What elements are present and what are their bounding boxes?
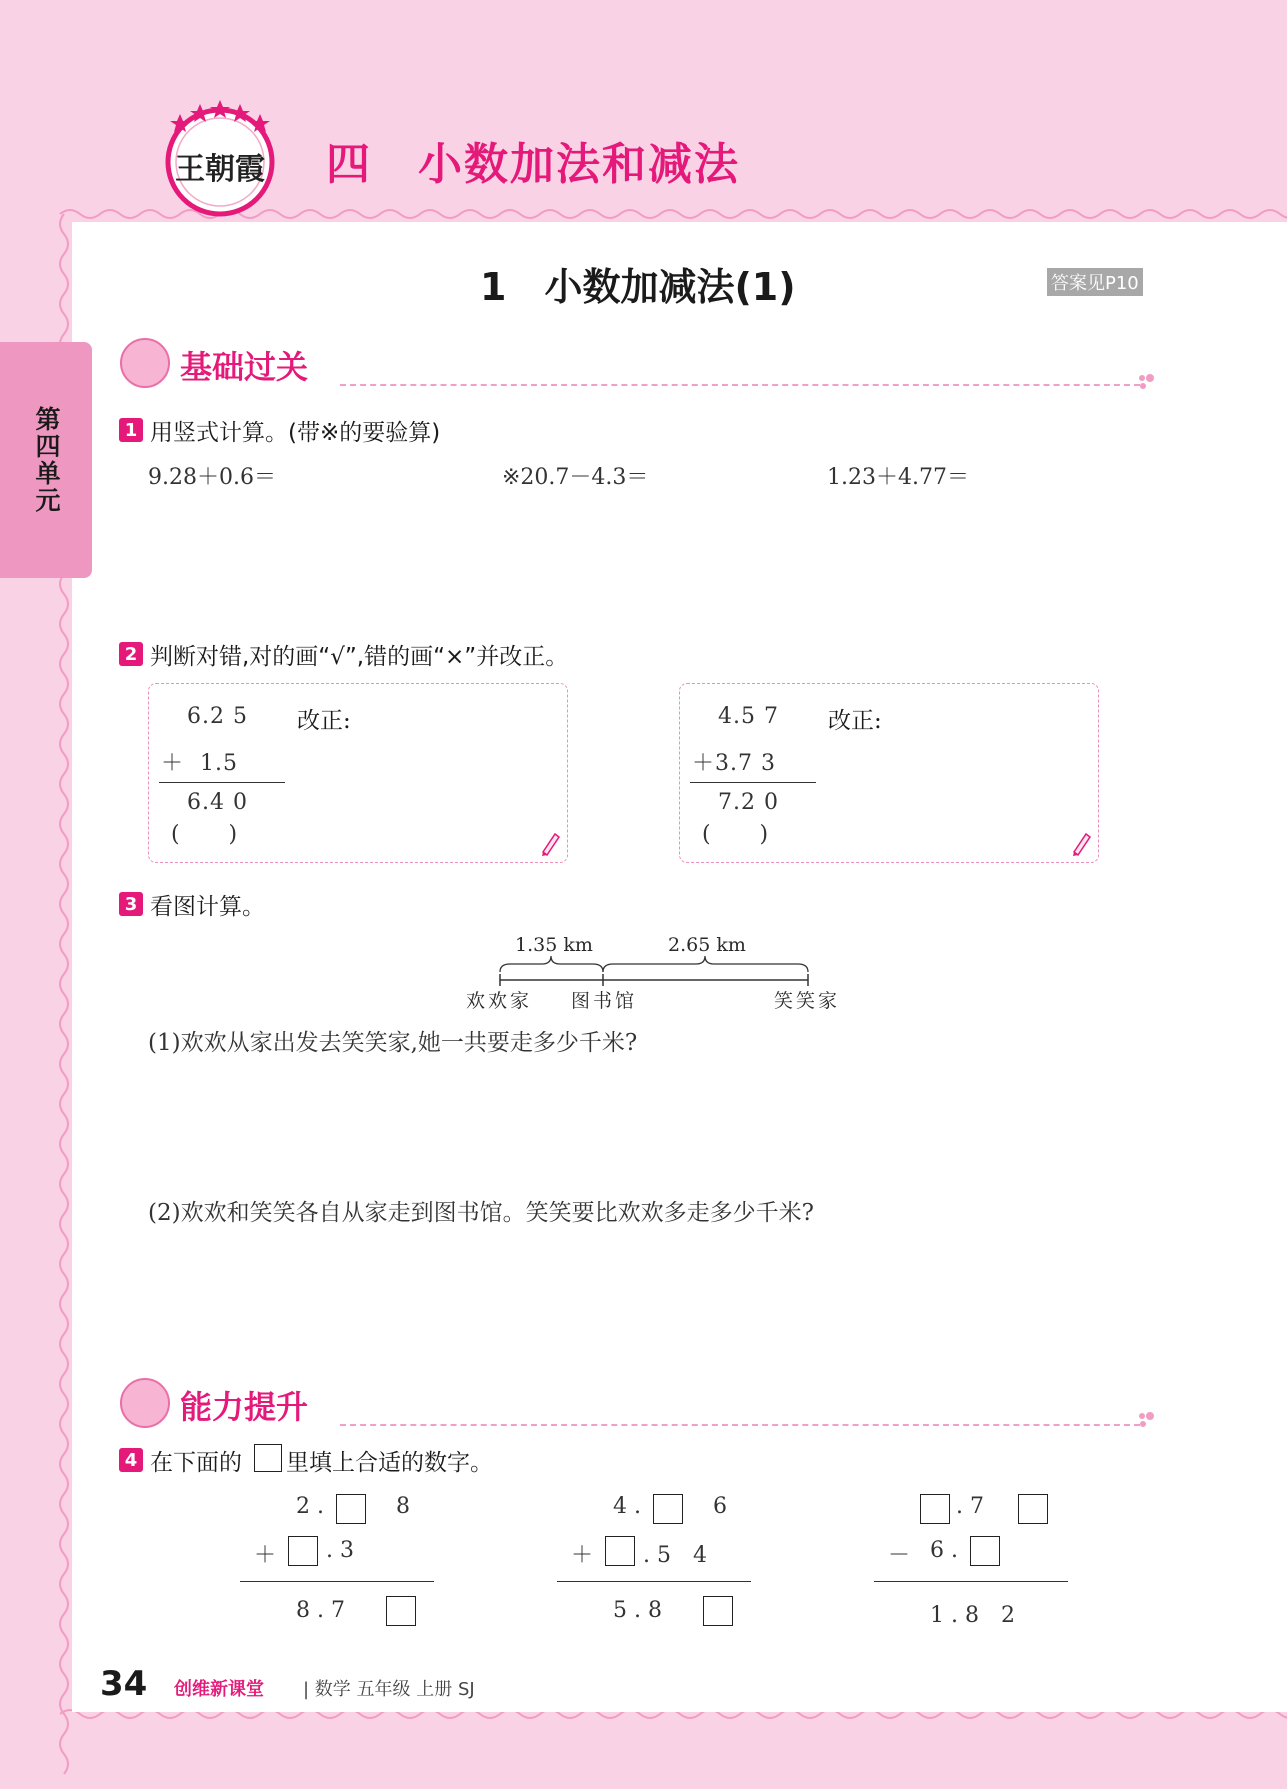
pencil-icon bbox=[539, 830, 561, 856]
digit-blank[interactable] bbox=[288, 1536, 318, 1566]
place-label: 图书馆 bbox=[571, 990, 638, 1012]
q1-expression: ※20.7－4.3＝ bbox=[502, 465, 649, 490]
q1-expression: 1.23＋4.77＝ bbox=[827, 465, 969, 490]
section-ability-divider bbox=[340, 1424, 1140, 1426]
digit-row: 5 . 8 bbox=[613, 1598, 662, 1623]
digit-blank[interactable] bbox=[970, 1536, 1000, 1566]
digit-row: 6 . bbox=[930, 1538, 958, 1563]
answer-reference-badge: 答案见P10 bbox=[1047, 268, 1143, 296]
digit-row: 2 . bbox=[296, 1494, 324, 1519]
calc-row: 6.2 5 bbox=[179, 704, 248, 729]
dots-icon bbox=[1138, 1410, 1158, 1430]
calc-row: 4.5 7 bbox=[710, 704, 779, 729]
calc-row: ＋3.7 3 bbox=[692, 751, 776, 776]
section-basic-divider bbox=[340, 384, 1140, 386]
segment-label: 1.35 km bbox=[515, 934, 593, 956]
digit-row: . 5 4 bbox=[643, 1543, 707, 1568]
operator: ＋ bbox=[571, 1543, 594, 1568]
digit-row: 1 . 8 2 bbox=[930, 1603, 1015, 1628]
digit-row: 6 bbox=[713, 1494, 727, 1519]
footer-brand: 创维新课堂 bbox=[174, 1679, 264, 1700]
digit-blank[interactable] bbox=[336, 1494, 366, 1524]
page-number: 34 bbox=[100, 1664, 148, 1704]
lesson-title: 1 小数加减法(1) bbox=[480, 265, 796, 309]
question-number: 4 bbox=[119, 1448, 143, 1472]
question-number: 1 bbox=[119, 418, 143, 442]
question-1-text: 用竖式计算。(带※的要验算) bbox=[150, 420, 441, 446]
footer-info: | 数学 五年级 上册 SJ bbox=[303, 1679, 475, 1700]
blank-box-sample bbox=[254, 1444, 282, 1472]
digit-row: 4 . bbox=[613, 1494, 641, 1519]
judgment-paren[interactable]: ( ) bbox=[171, 822, 239, 847]
correction-card bbox=[679, 683, 1099, 863]
place-label: 欢欢家 bbox=[466, 990, 533, 1012]
distance-diagram bbox=[460, 930, 860, 1010]
logo-text: 王朝霞 bbox=[175, 152, 265, 187]
dots-icon bbox=[1138, 372, 1158, 392]
place-label: 笑笑家 bbox=[774, 990, 841, 1012]
calc-row: ＋ 1.5 bbox=[161, 751, 238, 776]
q3-subquestion-2: (2)欢欢和笑笑各自从家走到图书馆。笑笑要比欢欢多走多少千米? bbox=[148, 1200, 814, 1226]
judgment-paren[interactable]: ( ) bbox=[702, 822, 770, 847]
question-number: 2 bbox=[119, 642, 143, 666]
question-2-text: 判断对错,对的画“√”,错的画“×”并改正。 bbox=[150, 644, 569, 670]
calc-line bbox=[557, 1581, 751, 1582]
question-3-text: 看图计算。 bbox=[150, 894, 265, 920]
segment-label: 2.65 km bbox=[668, 934, 746, 956]
digit-row: 8 . 7 bbox=[296, 1598, 345, 1623]
digit-row: 8 bbox=[396, 1494, 410, 1519]
calc-line bbox=[240, 1581, 434, 1582]
digit-row: . 7 bbox=[956, 1494, 984, 1519]
unit-tab-label: 第四单元 bbox=[32, 406, 61, 514]
section-basic-title: 基础过关 bbox=[180, 348, 309, 386]
question-number: 3 bbox=[119, 892, 143, 916]
calc-result: 6.4 0 bbox=[179, 790, 248, 815]
chapter-title: 四 小数加法和减法 bbox=[326, 139, 740, 190]
operator: － bbox=[888, 1543, 911, 1568]
digit-blank[interactable] bbox=[605, 1536, 635, 1566]
correction-label: 改正: bbox=[297, 708, 351, 734]
question-4-text-after: 里填上合适的数字。 bbox=[286, 1450, 493, 1476]
student-avatar-icon bbox=[120, 1378, 170, 1428]
digit-blank[interactable] bbox=[653, 1494, 683, 1524]
calc-line bbox=[690, 782, 816, 783]
unit-tab bbox=[0, 342, 92, 578]
digit-blank[interactable] bbox=[703, 1596, 733, 1626]
digit-row: . 3 bbox=[326, 1538, 354, 1563]
q1-expression: 9.28＋0.6＝ bbox=[148, 465, 276, 490]
digit-blank[interactable] bbox=[386, 1596, 416, 1626]
correction-label: 改正: bbox=[828, 708, 882, 734]
calc-line bbox=[874, 1581, 1068, 1582]
pencil-icon bbox=[1070, 830, 1092, 856]
digit-blank[interactable] bbox=[920, 1494, 950, 1524]
calc-line bbox=[159, 782, 285, 783]
teacher-avatar-icon bbox=[120, 338, 170, 388]
calc-result: 7.2 0 bbox=[710, 790, 779, 815]
operator: ＋ bbox=[254, 1543, 277, 1568]
question-4-text-before: 在下面的 bbox=[150, 1450, 242, 1476]
digit-blank[interactable] bbox=[1018, 1494, 1048, 1524]
section-ability-title: 能力提升 bbox=[180, 1388, 309, 1426]
correction-card bbox=[148, 683, 568, 863]
brand-logo bbox=[160, 100, 280, 218]
q3-subquestion-1: (1)欢欢从家出发去笑笑家,她一共要走多少千米? bbox=[148, 1030, 638, 1056]
